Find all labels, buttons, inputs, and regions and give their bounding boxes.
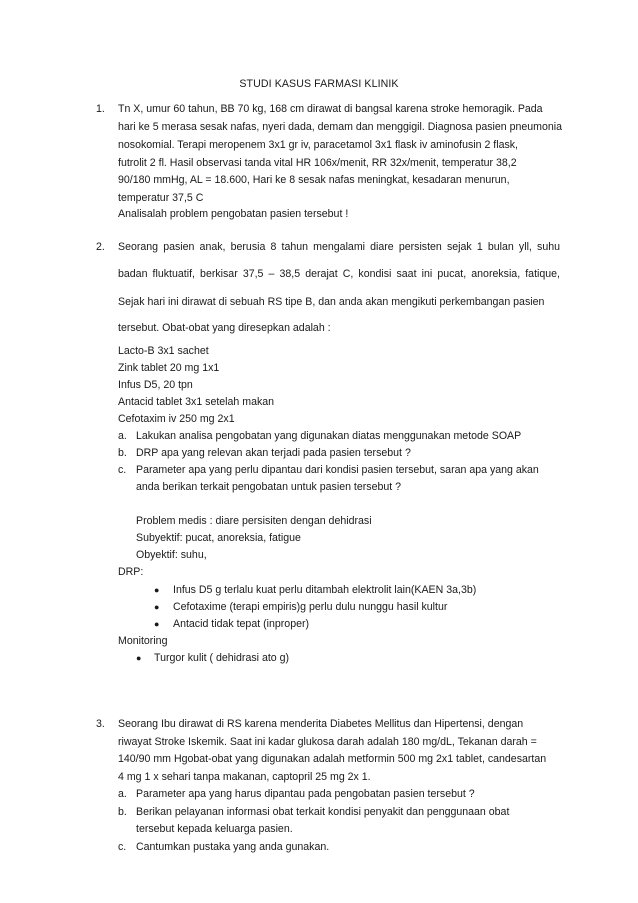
bullet-icon: ●: [154, 585, 160, 595]
drp-item: Antacid tidak tepat (inproper): [173, 618, 310, 630]
q2-paragraph-line: badan fluktuatif, berkisar 37,5 – 38,5 derajat C, kondisi saat ini pucat, anoreksia, fatique,: [118, 268, 560, 280]
q2-paragraph-line: tersebut. Obat-obat yang diresepkan adalah :: [118, 322, 331, 334]
q2-task-text: Parameter apa yang perlu dipantau dari kondisi pasien tersebut, saran apa yang akan: [136, 464, 539, 476]
subyektif: Subyektif: pucat, anoreksia, fatigue: [136, 532, 301, 544]
q2-task-text: DRP apa yang relevan akan terjadi pada pasien tersebut ?: [136, 447, 411, 459]
drp-label: DRP:: [118, 566, 144, 578]
bullet-icon: ●: [136, 653, 142, 663]
q1-line: Tn X, umur 60 tahun, BB 70 kg, 168 cm dirawat di bangsal karena stroke hemoragik. Pada: [118, 103, 543, 115]
q2-paragraph-line: Sejak hari ini dirawat di sebuah RS tipe B, dan anda akan mengikuti perkembangan pasien: [118, 296, 545, 308]
monitoring-item: Turgor kulit ( dehidrasi ato g): [154, 652, 290, 664]
q1-line: 90/180 mmHg, AL = 18.600, Hari ke 8 sesak nafas meningkat, kesadaran menurun,: [118, 174, 510, 186]
q2-task-text: Lakukan analisa pengobatan yang digunakan diatas menggunakan metode SOAP: [136, 430, 522, 442]
q3-task-text: Parameter apa yang harus dipantau pada pengobatan pasien tersebut ?: [136, 788, 475, 800]
q3-task-label: a.: [118, 788, 127, 800]
q2-task-text-continued: anda berikan terkait pengobatan untuk pasien tersebut ?: [136, 481, 402, 493]
q2-med-item: Cefotaxim iv 250 mg 2x1: [118, 413, 235, 425]
q1-line: temperatur 37,5 C: [118, 192, 204, 204]
q2-med-item: Zink tablet 20 mg 1x1: [118, 362, 220, 374]
q3-task-text: Berikan pelayanan informasi obat terkait kondisi penyakit dan penggunaan obat: [136, 806, 510, 818]
q1-line: futrolit 2 fl. Hasil observasi tanda vital HR 106x/menit, RR 32x/menit, temperatur 38,2: [118, 157, 517, 169]
q2-med-item: Antacid tablet 3x1 setelah makan: [118, 396, 275, 408]
q1-line: nosokomial. Terapi meropenem 3x1 gr iv, paracetamol 3x1 flask iv aminofusin 2 flask,: [118, 139, 519, 151]
q3-number: 3.: [96, 718, 105, 730]
q3-task-text-continued: tersebut kepada keluarga pasien.: [136, 823, 293, 835]
problem-medis: Problem medis : diare persisiten dengan dehidrasi: [136, 515, 372, 527]
page-title: STUDI KASUS FARMASI KLINIK: [239, 78, 399, 90]
q1-line: Analisalah problem pengobatan pasien tersebut !: [118, 208, 349, 220]
drp-item: Infus D5 g terlalu kuat perlu ditambah elektrolit lain(KAEN 3a,3b): [173, 584, 477, 596]
q3-line: Seorang Ibu dirawat di RS karena menderita Diabetes Mellitus dan Hipertensi, dengan: [118, 718, 524, 730]
q2-number: 2.: [96, 241, 105, 253]
q2-med-item: Infus D5, 20 tpn: [118, 379, 193, 391]
q2-paragraph-line: Seorang pasien anak, berusia 8 tahun mengalami diare persisten sejak 1 bulan yll, suhu: [118, 241, 560, 253]
monitoring-label: Monitoring: [118, 635, 168, 647]
q3-line: 140/90 mm Hgobat-obat yang digunakan adalah metformin 500 mg 2x1 tablet, candesartan: [118, 753, 547, 765]
q3-task-label: b.: [118, 806, 127, 818]
q1-number: 1.: [96, 103, 105, 115]
q2-task-label: c.: [118, 464, 127, 476]
q2-task-label: a.: [118, 430, 127, 442]
q2-med-item: Lacto-B 3x1 sachet: [118, 345, 209, 357]
obyektif: Obyektif: suhu,: [136, 549, 207, 561]
q3-line: 4 mg 1 x sehari tanpa makanan, captopril 25 mg 2x 1.: [118, 771, 371, 783]
q3-task-label: c.: [118, 841, 127, 853]
bullet-icon: ●: [154, 602, 160, 612]
q3-task-text: Cantumkan pustaka yang anda gunakan.: [136, 841, 330, 853]
bullet-icon: ●: [154, 619, 160, 629]
q3-line: riwayat Stroke Iskemik. Saat ini kadar glukosa darah adalah 180 mg/dL, Tekanan darah =: [118, 736, 537, 748]
q2-task-label: b.: [118, 447, 127, 459]
drp-item: Cefotaxime (terapi empiris)g perlu dulu nunggu hasil kultur: [173, 601, 448, 613]
q1-line: hari ke 5 merasa sesak nafas, nyeri dada, demam dan menggigil. Diagnosa pasien pneumonia: [118, 121, 563, 133]
